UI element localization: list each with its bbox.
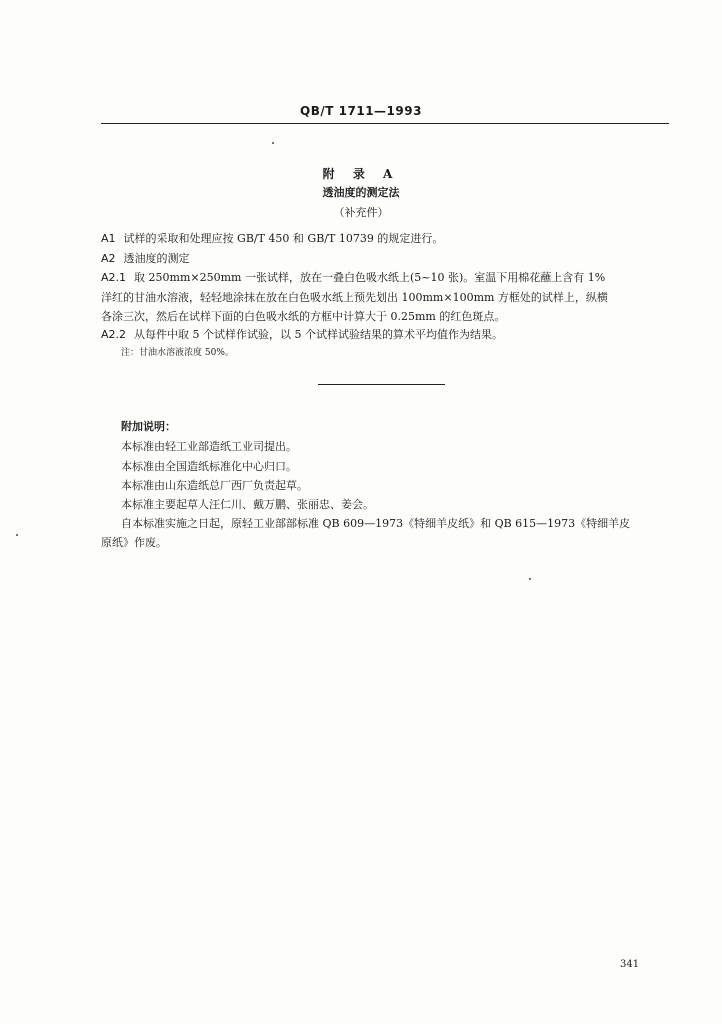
clause-number: A1 (101, 232, 116, 245)
clause-text: 透油度的测定 (123, 252, 190, 265)
scan-speck (16, 534, 18, 536)
additional-line: 本标准由全国造纸标准化中心归口。 (121, 460, 297, 473)
clause-a1 (101, 230, 443, 246)
scan-speck (272, 142, 274, 144)
clause-note: 注：甘油水溶液浓度 50%。 (121, 348, 234, 358)
clause-a2-1-line-1 (101, 269, 605, 285)
appendix-title: 附 录 A (322, 167, 400, 181)
additional-line: 本标准由山东造纸总厂西厂负责起草。 (121, 479, 308, 492)
additional-line: 原纸》作废。 (101, 536, 167, 549)
clause-text: 试样的采取和处理应按 GB/T 450 和 GB/T 10739 的规定进行。 (123, 232, 444, 245)
scan-speck (529, 578, 531, 580)
clause-number: A2.2 (101, 328, 127, 341)
clause-a2 (101, 250, 190, 266)
additional-heading: 附加说明： (121, 420, 176, 433)
page-number: 341 (620, 959, 640, 970)
additional-line: 自本标准实施之日起，原轻工业部部标准 QB 609—1973《特细羊皮纸》和 QB 615—1973《特细羊皮 (121, 517, 631, 530)
section-divider (318, 384, 445, 385)
appendix-note: （补充件） (333, 206, 389, 219)
clause-text: 取 250mm×250mm 一张试样，放在一叠白色吸水纸上(5~10 张)。室温下用棉花蘸上含有 1% (134, 271, 606, 284)
clause-a2-1-line-2: 洋红的甘油水溶液，轻轻地涂抹在放在白色吸水纸上预先划出 100mm×100mm 方框处的试样上，纵横 (101, 291, 608, 304)
clause-a2-1-line-3: 各涂三次，然后在试样下面的白色吸水纸的方框中计算大于 0.25mm 的红色斑点。 (101, 310, 506, 323)
clause-a2-2 (101, 326, 503, 342)
clause-number: A2.1 (101, 271, 127, 284)
clause-number: A2 (101, 252, 116, 265)
additional-line: 本标准由轻工业部造纸工业司提出。 (121, 440, 297, 453)
additional-line: 本标准主要起草人汪仁川、戴万鹏、张丽忠、姜会。 (121, 498, 374, 511)
header-rule (101, 123, 669, 124)
clause-text: 从每件中取 5 个试样作试验，以 5 个试样试验结果的算术平均值作为结果。 (134, 328, 504, 341)
appendix-name: 透油度的测定法 (322, 186, 400, 199)
standard-number-header: QB/T 1711—1993 (300, 104, 422, 118)
